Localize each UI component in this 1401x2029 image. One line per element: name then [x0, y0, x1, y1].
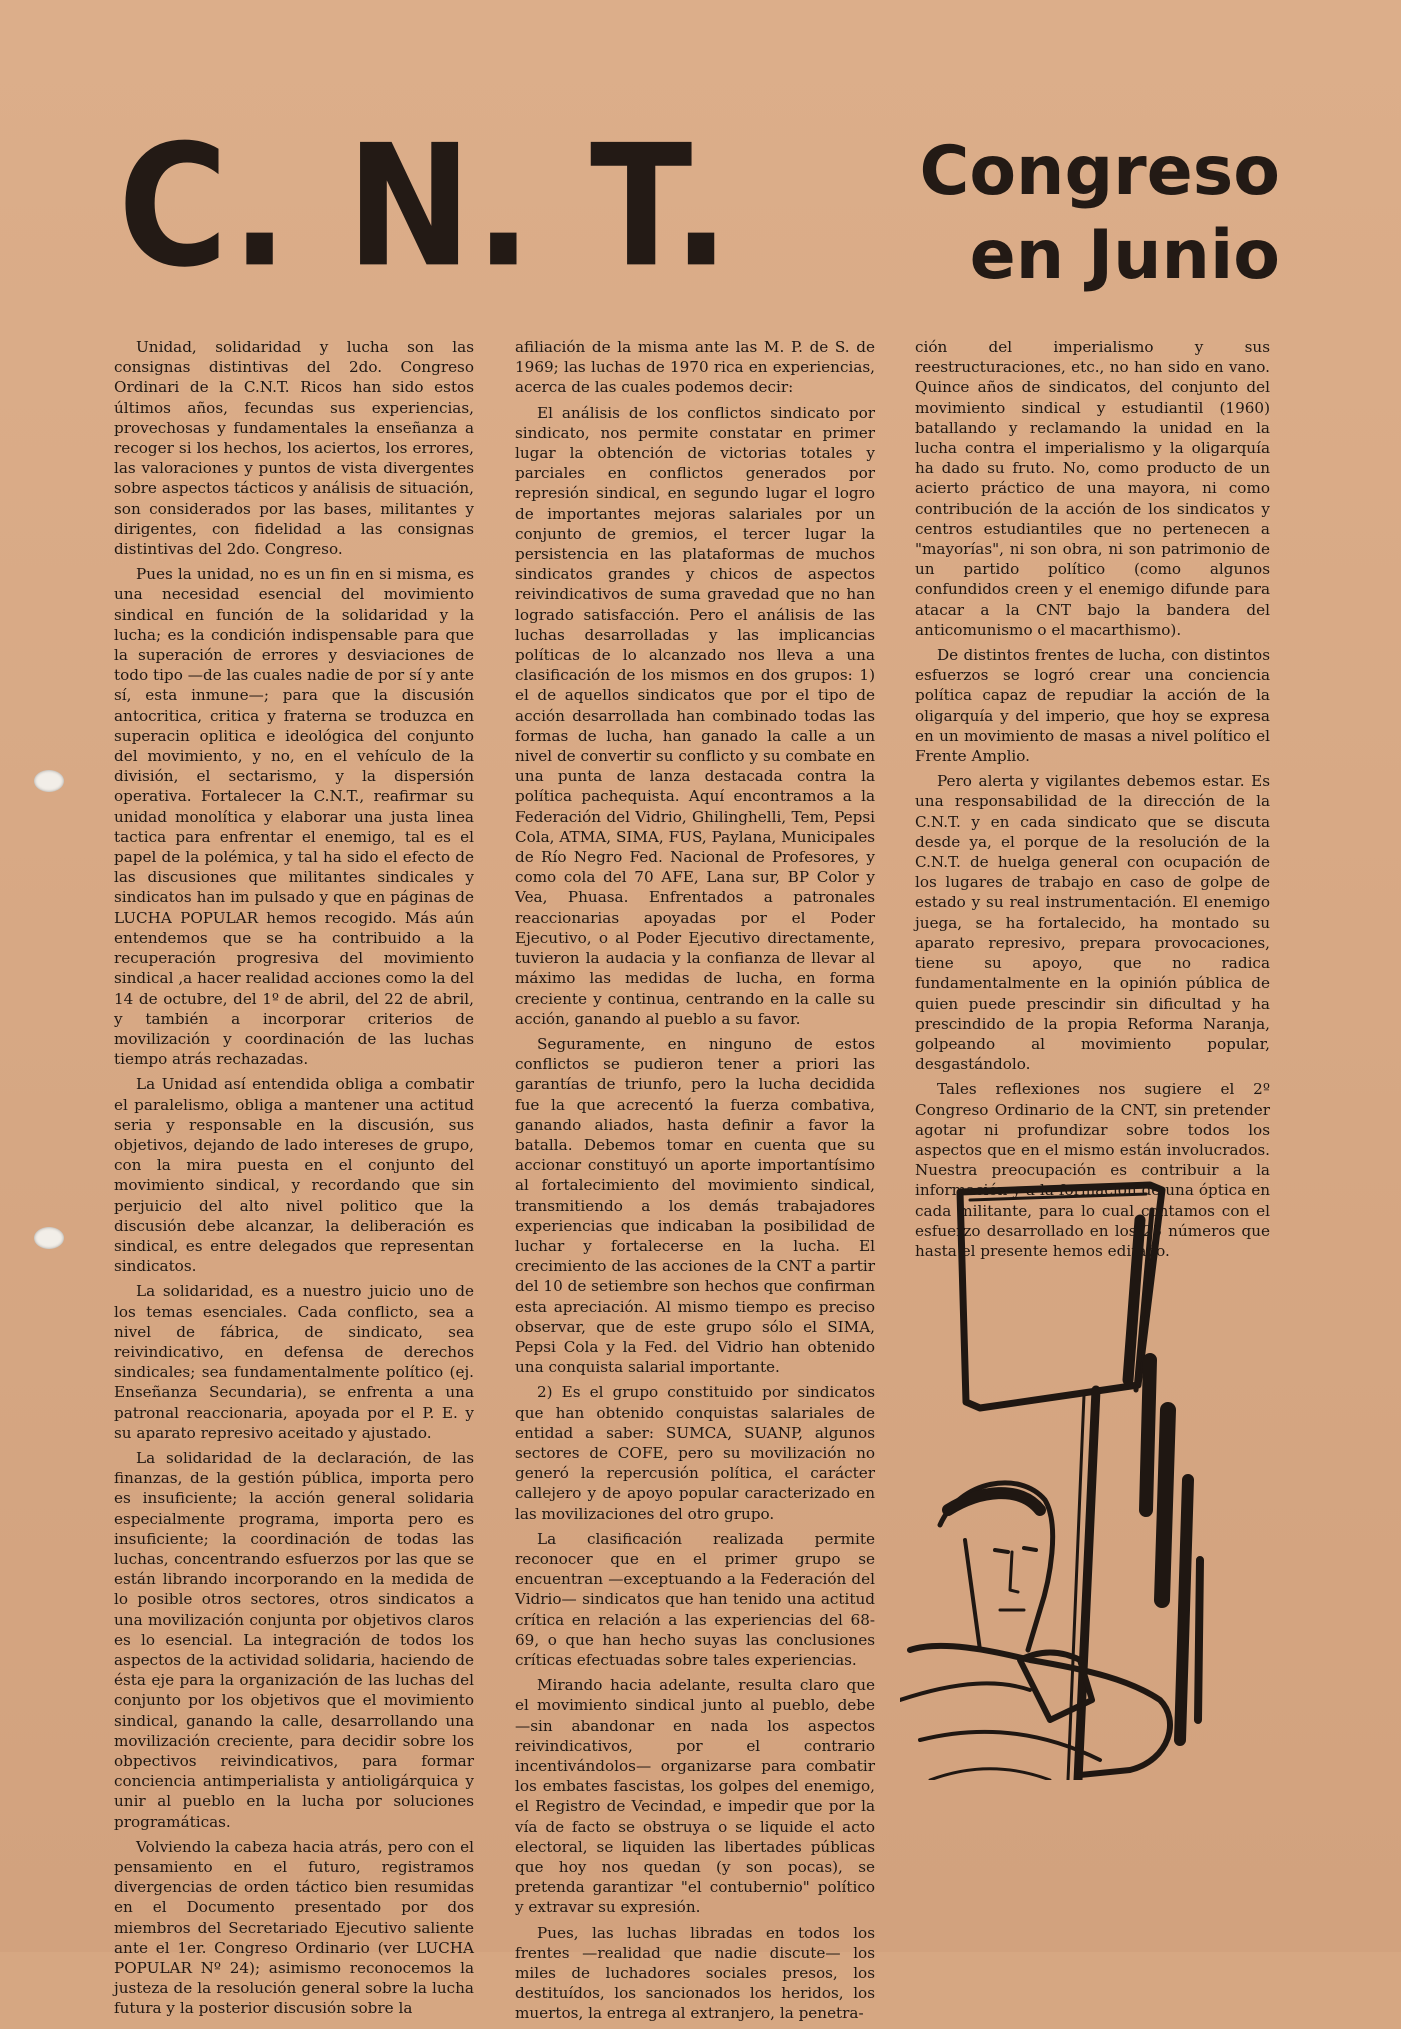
paragraph: ción del imperialismo y sus reestructuraciones, etc., no han sido en vano. Quince años de sindicatos, del conjunto del movimiento sindical y estudiantil (1960) batallando y reclamando la unidad en la lucha contra el imperialismo y la oligarquía ha dado su fruto. No, como producto de un acierto práctico de una mayora, ni como contribución de la acción de los sindicatos y centros estudiantiles que no pertenecen a "mayorías", ni son obra, ni son patrimonio de un partido político (como algunos confundidos creen y el enemigo difunde para atacar a la CNT bajo la bandera del anticomunismo o el macarthismo). [915, 338, 1270, 639]
binder-hole-top [34, 770, 64, 792]
paragraph: Pero alerta y vigilantes debemos estar. Es una responsabilidad de la dirección de la C.N.T. y en cada sindicato que se discuta desde ya, el porque de la resolución de la C.N.T. de huelga general con ocupación de los lugares de trabajo en caso de golpe de estado y su real instrumentación. El enemigo juega, se ha fortalecido, ha montado su aparato represivo, prepara provocaciones, tiene su apoyo, que no radica fundamentalmente en la opinión pública de quien puede prescindir sin dificultad y ha prescindido de la propia Reforma Naranja, golpeando al movimiento popular, desgastándolo. [915, 772, 1270, 1074]
paragraph: Unidad, solidaridad y lucha son las consignas distintivas del 2do. Congreso Ordinari de la C.N.T. Ricos han sido estos últimos años, fecundas sus experiencias, provechosas y fundamentales la enseñanza a recoger si los hechos, los aciertos, los errores, las valoraciones y puntos de vista divergentes sobre aspectos tácticos y análisis de situación, son considerados por las bases, militantes y dirigentes, con fidelidad a las consignas distintivas del 2do. Congreso. [114, 338, 474, 559]
paragraph: Mirando hacia adelante, resulta claro que el movimiento sindical junto al pueblo, debe —sin abandonar en nada los aspectos reivindicativos, por el contrario incentivándolos— organizarse para combatir los embates fascistas, los golpes del enemigo, el Registro de Vecindad, e impedir que por la vía de facto se obstruya o se liquide el acto electoral, se liquiden las libertades públicas que hoy nos quedan (y son pocas), se pretenda garantizar "el contubernio" político y extravar su expresión. [515, 1676, 875, 1917]
paragraph: La Unidad así entendida obliga a combatir el paralelismo, obliga a mantener una actitud seria y responsable en la discusión, sus objetivos, dejando de lado intereses de grupo, con la mira puesta en el conjunto del movimiento sindical, y recordando que sin perjuicio del alto nivel politico que la discusión debe alcanzar, la deliberación es sindical, es entre delegados que representan sindicatos. [114, 1075, 474, 1276]
article-column-3 [915, 337, 1270, 1266]
headline-cnt: C. N. T. [118, 109, 733, 305]
binder-hole-bottom [34, 1227, 64, 1249]
paragraph: La solidaridad, es a nuestro juicio uno de los temas esenciales. Cada conflicto, sea a nivel de fábrica, de sindicato, sea reivindicativo, en defensa de derechos sindicales; sea fundamentalmente político (ej. Enseñanza Secundaria), se enfrenta a una patronal reaccionaria, apoyada por el P. E. y su aparato represivo aceitado y ajustado. [114, 1282, 474, 1442]
paragraph: Tales reflexiones nos sugiere el 2º Congreso Ordinario de la CNT, sin pretender agotar ni profundizar sobre todos los aspectos que en el mismo están involucrados. Nuestra preocupación es contribuir a la información y a la formación de una óptica en cada militante, para lo cual contamos con el esfuerzo desarrollado en los 25 números que hasta el presente hemos editado. [915, 1080, 1270, 1260]
paragraph: Pues la unidad, no es un fin en si misma, es una necesidad esencial del movimiento sindical en función de la solidaridad y la lucha; es la condición indispensable para que la superación de errores y desviaciones de todo tipo —de las cuales nadie de por sí y ante sí, esta inmune—; para que la discusión antocritica, critica y fraterna se troduzca en superacin oplitica e ideológica del conjunto del movimiento, y no, en el vehículo de la división, el sectarismo, y la dispersión operativa. Fortalecer la C.N.T., reafirmar su unidad monolítica y elaborar una justa linea tactica para enfrentar el enemigo, tal es el papel de la polémica, y tal ha sido el efecto de las discusiones que militantes sindicales y sindicatos han im pulsado y que en páginas de LUCHA POPULAR hemos recogido. Más aún entendemos que se ha contribuido a la recuperación progresiva del movimiento sindical ,a hacer realidad acciones como la del 14 de octubre, del 1º de abril, del 22 de abril, y también a incorporar criterios de movilización y coordinación de las luchas tiempo atrás rechazadas. [114, 565, 474, 1069]
paragraph: Pues, las luchas libradas en todos los frentes —realidad que nadie discute— los miles de luchadores sociales presos, los destituídos, los sancionados los heridos, los muertos, la entrega al extranjero, la penetra- [515, 1923, 875, 2023]
headline-congreso [860, 130, 1280, 298]
article-column-1 [114, 337, 474, 2024]
headline-line-2: en Junio [969, 216, 1280, 295]
paragraph: Volviendo la cabeza hacia atrás, pero con el pensamiento en el futuro, registramos divergencias de orden táctico bien resumidas en el Documento presentado por dos miembros del Secretariado Ejecutivo saliente ante el 1er. Congreso Ordinario (ver LUCHA POPULAR Nº 24); asimismo reconocemos la justeza de la resolución general sobre la lucha futura y la posterior discusión sobre la [114, 1837, 474, 2018]
paragraph: afiliación de la misma ante las M. P. de S. de 1969; las luchas de 1970 rica en experiencias, acerca de las cuales podemos decir: [515, 338, 875, 397]
headline-line-1: Congreso [919, 132, 1280, 211]
paragraph: De distintos frentes de lucha, con distintos esfuerzos se logró crear una conciencia política capaz de repudiar la acción de la oligarquía y del imperio, que hoy se expresa en un movimiento de masas a nivel político el Frente Amplio. [915, 646, 1270, 766]
protester-with-placard-icon [900, 1180, 1300, 1780]
article-column-2 [515, 337, 875, 2029]
paragraph: El análisis de los conflictos sindicato por sindicato, nos permite constatar en primer lugar la obtención de victorias totales y parciales en conflictos generados por represión sindical, en segundo lugar el logro de importantes mejoras salariales por un conjunto de gremios, el tercer lugar la persistencia en las plataformas de muchos sindicatos grandes y chicos de aspectos reivindicativos de suma gravedad que no han logrado satisfacción. Pero el análisis de las luchas desarrolladas y las implicancias políticas de lo alcanzado nos lleva a una clasificación de los mismos en dos grupos: 1) el de aquellos sindicatos que por el tipo de acción desarrollada han combinado todas las formas de lucha, han ganado la calle a un nivel de convertir su conflicto y su combate en una punta de lanza destacada contra la política pachequista. Aquí encontramos a la Federación del Vidrio, Ghilinghelli, Tem, Pepsi Cola, ATMA, SIMA, FUS, Paylana, Municipales de Río Negro Fed. Nacional de Profesores, y como cola del 70 AFE, Lana sur, BP Color y Vea, Phuasa. Enfrentados a patronales reaccionarias apoyadas por el Poder Ejecutivo, o al Poder Ejecutivo directamente, tuvieron la audacia y la confianza de llevar al máximo las medidas de lucha, en forma creciente y continua, centrando en la calle su acción, ganando al pueblo a su favor. [515, 403, 875, 1028]
paragraph: Seguramente, en ninguno de estos conflictos se pudieron tener a priori las garantías de triunfo, pero la lucha decidida fue la que acrecentó la fuerza combativa, ganando aliados, hasta definir a favor la batalla. Debemos tomar en cuenta que su accionar constituyó un aporte importantísimo al fortalecimiento del movimiento sindical, transmitiendo a los demás trabajadores experiencias que indicaban la posibilidad de luchar y fortalecerse en la lucha. El crecimiento de las acciones de la CNT a partir del 10 de setiembre son hechos que confirman esta apreciación. Al mismo tiempo es preciso observar, que de este grupo sólo el SIMA, Pepsi Cola y la Fed. del Vidrio han obtenido una conquista salarial importante. [515, 1034, 875, 1377]
paragraph: La clasificación realizada permite reconocer que en el primer grupo se encuentran —exceptuando a la Federación del Vidrio— sindicatos que han tenido una actitud crítica en relación a las experiencias del 68-69, o que han hecho suyas las conclusiones críticas efectuadas sobre tales experiencias. [515, 1529, 875, 1669]
paragraph: 2) Es el grupo constituido por sindicatos que han obtenido conquistas salariales de entidad a saber: SUMCA, SUANP, algunos sectores de COFE, pero su movilización no generó la repercusión política, el carácter callejero y de apoyo popular caracterizado en las movilizaciones del otro grupo. [515, 1383, 875, 1523]
paragraph: La solidaridad de la declaración, de las finanzas, de la gestión pública, importa pero es insuficiente; la acción general solidaria especialmente programa, importa pero es insuficiente; la coordinación de todas las luchas, concentrando esfuerzos por las que se están librando incorporando en la medida de lo posible otros sectores, otros sindicatos a una movilización conjunta por objetivos claros es lo esencial. La integración de todos los aspectos de la actividad solidaria, haciendo de ésta eje para la organización de las luchas del conjunto por los objetivos que el movimiento sindical, ganando la calle, desarrollando una movilización creciente, para decidir sobre los obpectivos reivindicativos, para formar conciencia antimperialista y antioligárquica y unir al pueblo en la lucha por soluciones programáticas. [114, 1448, 474, 1831]
